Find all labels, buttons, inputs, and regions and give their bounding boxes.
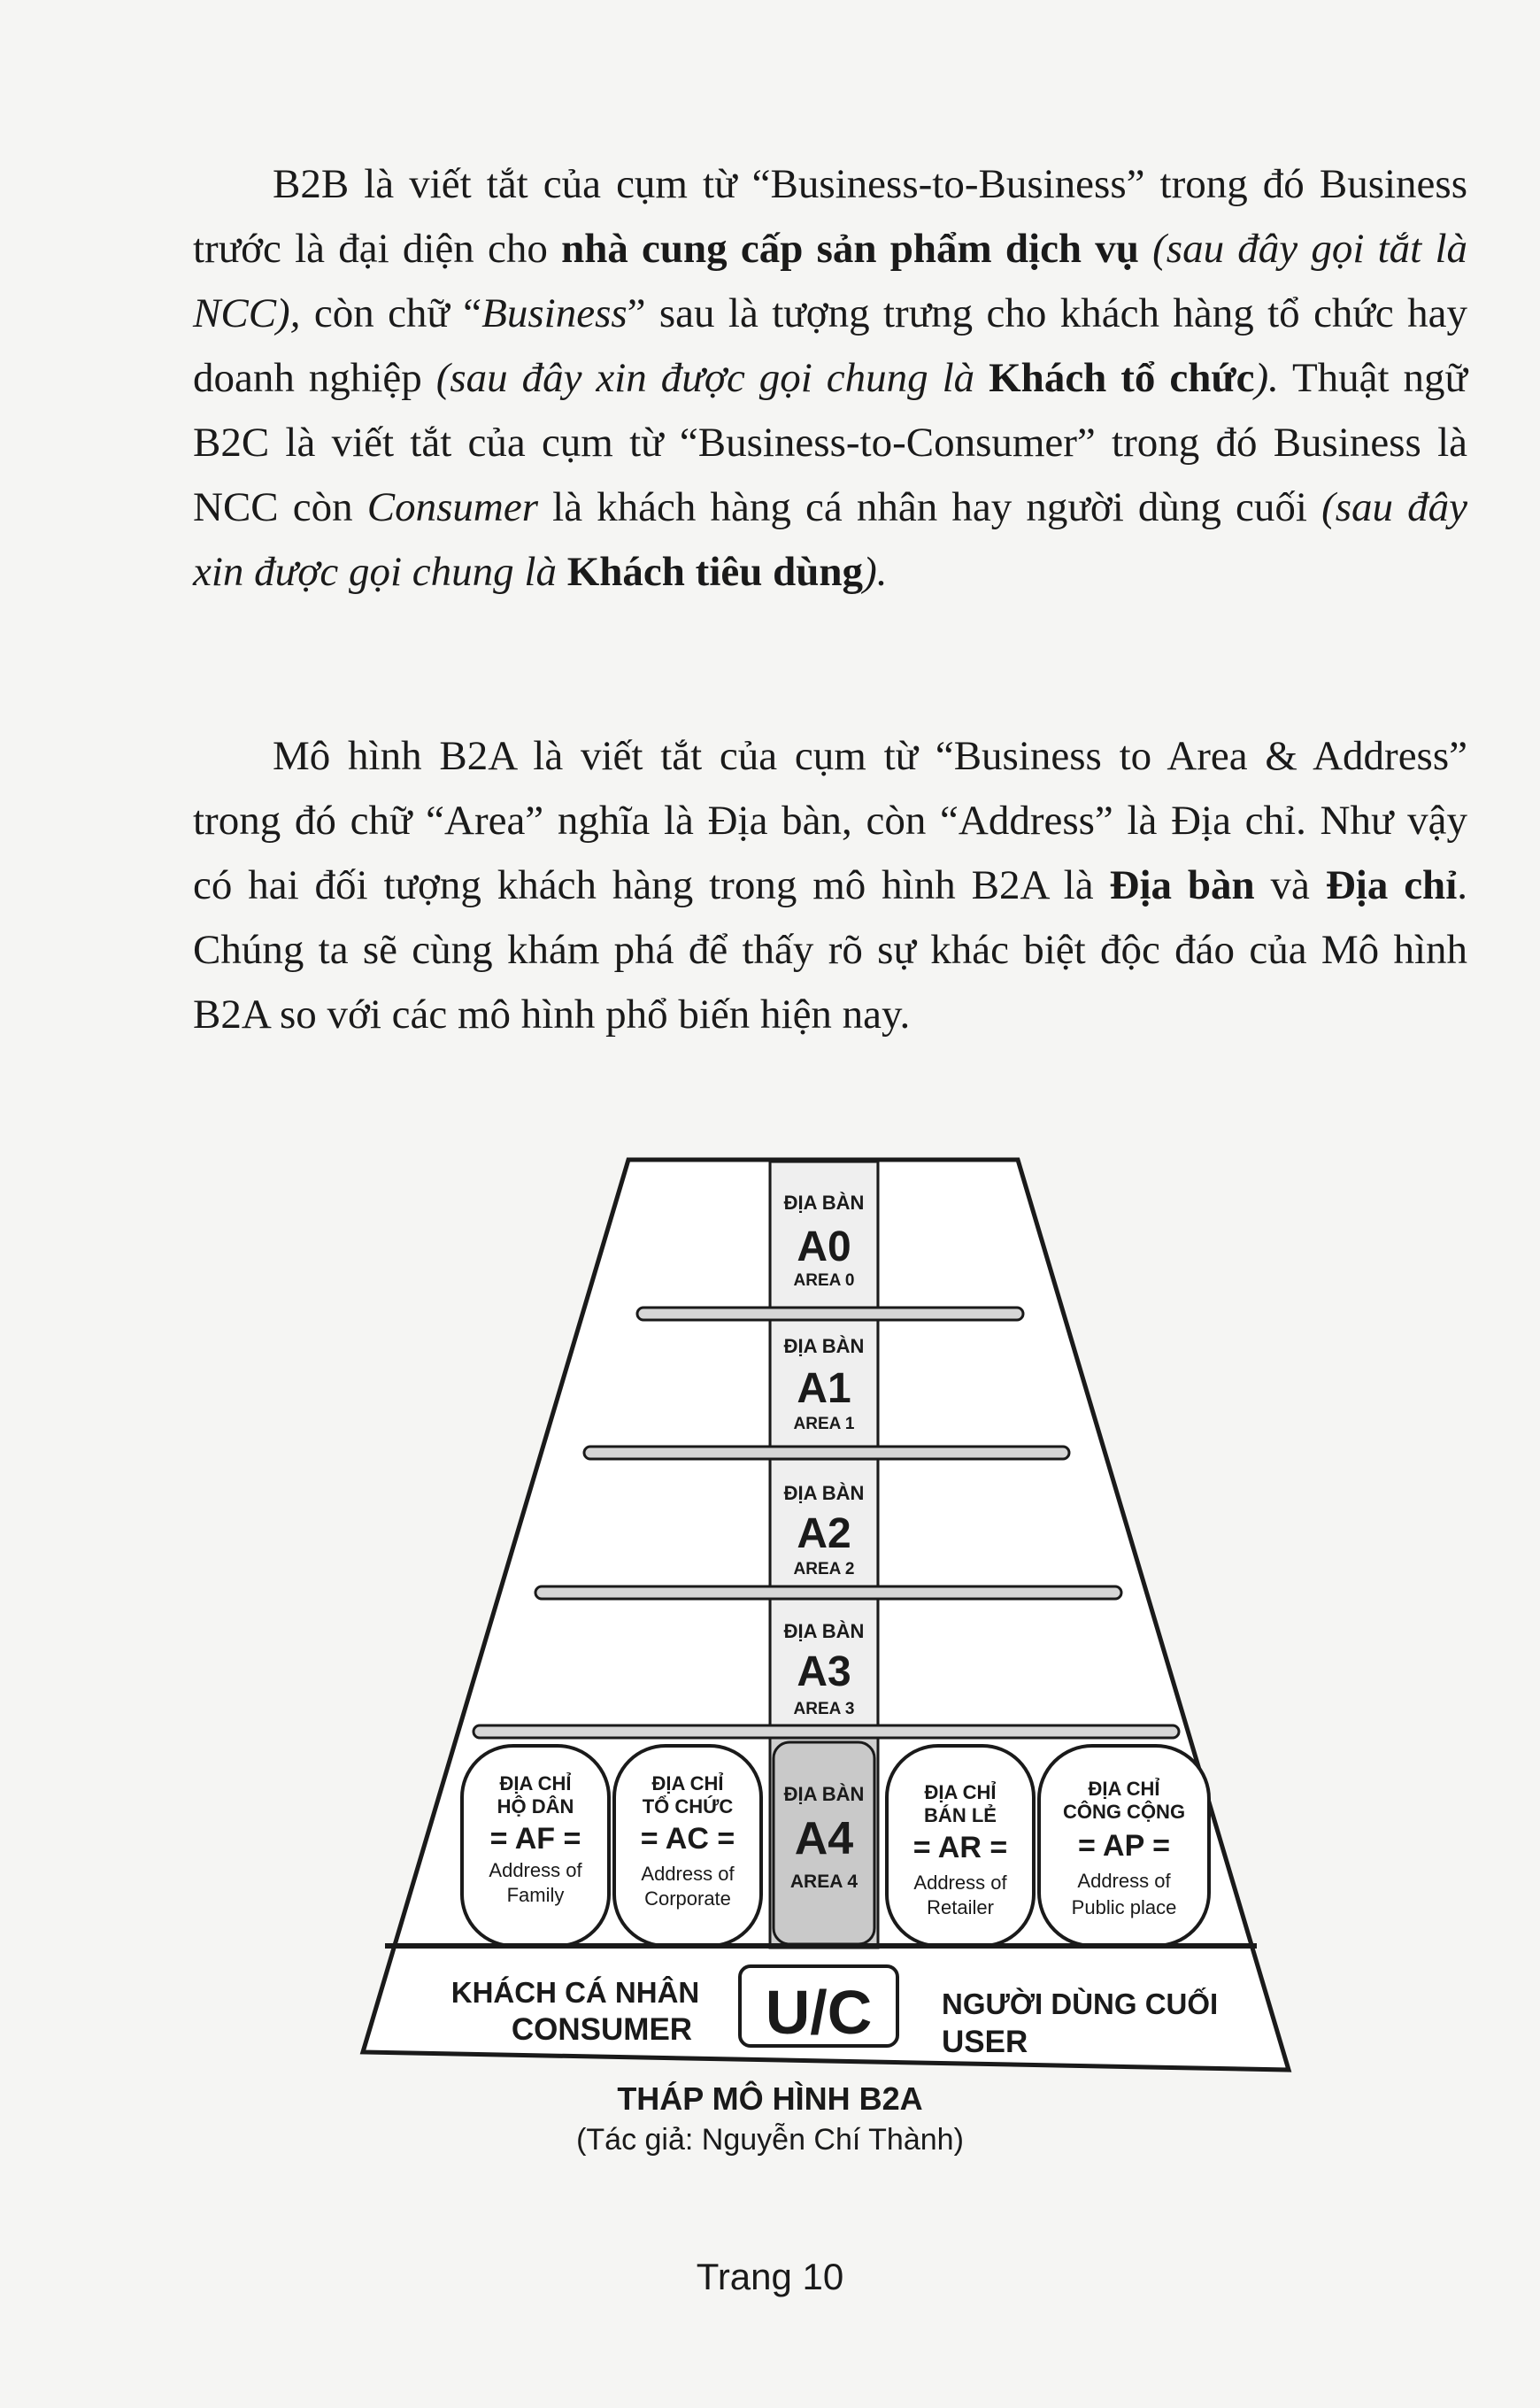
- uc-label: U/C: [765, 1978, 873, 2047]
- address-af-line2: HỘ DÂN: [497, 1795, 574, 1818]
- address-ar-code: = AR =: [912, 1831, 1008, 1864]
- address-ac-line1: ĐỊA CHỈ: [651, 1772, 724, 1794]
- area-a4-label: ĐỊA BÀN: [783, 1783, 865, 1805]
- area-a0-code: A0: [797, 1223, 851, 1270]
- area-a1-sub: AREA 1: [793, 1415, 855, 1433]
- address-ar-en2: Retailer: [927, 1896, 994, 1918]
- address-ac-code: = AC =: [640, 1822, 735, 1856]
- address-ap-line2: CÔNG CỘNG: [1062, 1801, 1186, 1823]
- area-a3-sub: AREA 3: [793, 1700, 855, 1718]
- address-af-en1: Address of: [489, 1859, 582, 1881]
- area-a2-sub: AREA 2: [793, 1560, 855, 1578]
- area-a3-code: A3: [797, 1648, 851, 1695]
- address-ap-en2: Public place: [1071, 1896, 1177, 1918]
- area-a4-sub: AREA 4: [789, 1872, 859, 1892]
- paragraph-b2a: Mô hình B2A là viết tắt của cụm từ “Business to Area & Address” trong đó chữ “Area” nghĩa là Địa bàn, còn “Address” là Địa chỉ. Như vậy có hai đối tượng khách hàng trong mô hình B2A là Địa bàn và Địa chỉ. Chúng ta sẽ cùng khám phá để thấy rõ sự khác biệt độc đáo của Mô hình B2A so với các mô hình phổ biến hiện nay.: [193, 733, 1468, 1038]
- tier-divider-4: [474, 1725, 1179, 1738]
- tier-divider-2: [584, 1447, 1069, 1459]
- address-af-code: = AF =: [489, 1822, 581, 1856]
- address-ap-code: = AP =: [1078, 1829, 1170, 1863]
- area-a1-code: A1: [797, 1365, 851, 1412]
- area-a2-code: A2: [797, 1510, 851, 1557]
- base-right-line2: USER: [942, 2025, 1028, 2059]
- address-ar-line1: ĐỊA CHỈ: [924, 1781, 997, 1803]
- base-left-line2: CONSUMER: [511, 2012, 693, 2047]
- address-ac-en1: Address of: [641, 1863, 735, 1885]
- address-ar-en1: Address of: [913, 1872, 1007, 1894]
- figure-caption-title: THÁP MÔ HÌNH B2A: [617, 2080, 923, 2117]
- figure-caption-author: (Tác giả: Nguyễn Chí Thành): [576, 2123, 964, 2157]
- address-ap-en1: Address of: [1077, 1870, 1171, 1892]
- area-a1-label: ĐỊA BÀN: [783, 1335, 865, 1357]
- address-ac-line2: TỔ CHỨC: [642, 1795, 734, 1818]
- area-a0-sub: AREA 0: [793, 1271, 855, 1290]
- area-a4-code: A4: [794, 1813, 854, 1864]
- address-af-en2: Family: [506, 1884, 565, 1906]
- address-ap-line1: ĐỊA CHỈ: [1088, 1778, 1160, 1800]
- paragraph-b2b-b2c: B2B là viết tắt của cụm từ “Business-to-Business” trong đó Business trước là đại diện cho nhà cung cấp sản phẩm dịch vụ (sau đây gọi tắt là NCC), còn chữ “Business” sau là tượng trưng cho khách hàng tổ chức hay doanh nghiệp (sau đây xin được gọi chung là Khách tổ chức). Thuật ngữ B2C là viết tắt của cụm từ “Business-to-Consumer” trong đó Business là NCC còn Consumer là khách hàng cá nhân hay người dùng cuối (sau đây xin được gọi chung là Khách tiêu dùng).: [193, 161, 1468, 595]
- address-ac-en2: Corporate: [644, 1887, 731, 1910]
- address-af-line1: ĐỊA CHỈ: [499, 1772, 572, 1794]
- page-number: Trang 10: [696, 2256, 844, 2297]
- tier-divider-1: [637, 1308, 1023, 1320]
- address-ar-line2: BÁN LẺ: [924, 1804, 997, 1826]
- base-left-line1: KHÁCH CÁ NHÂN: [450, 1976, 700, 2009]
- base-right-line1: NGƯỜI DÙNG CUỐI: [942, 1987, 1219, 2020]
- area-a2-label: ĐỊA BÀN: [783, 1482, 865, 1504]
- area-a0-label: ĐỊA BÀN: [783, 1192, 865, 1214]
- tier-divider-3: [535, 1586, 1121, 1599]
- area-a3-label: ĐỊA BÀN: [783, 1620, 865, 1642]
